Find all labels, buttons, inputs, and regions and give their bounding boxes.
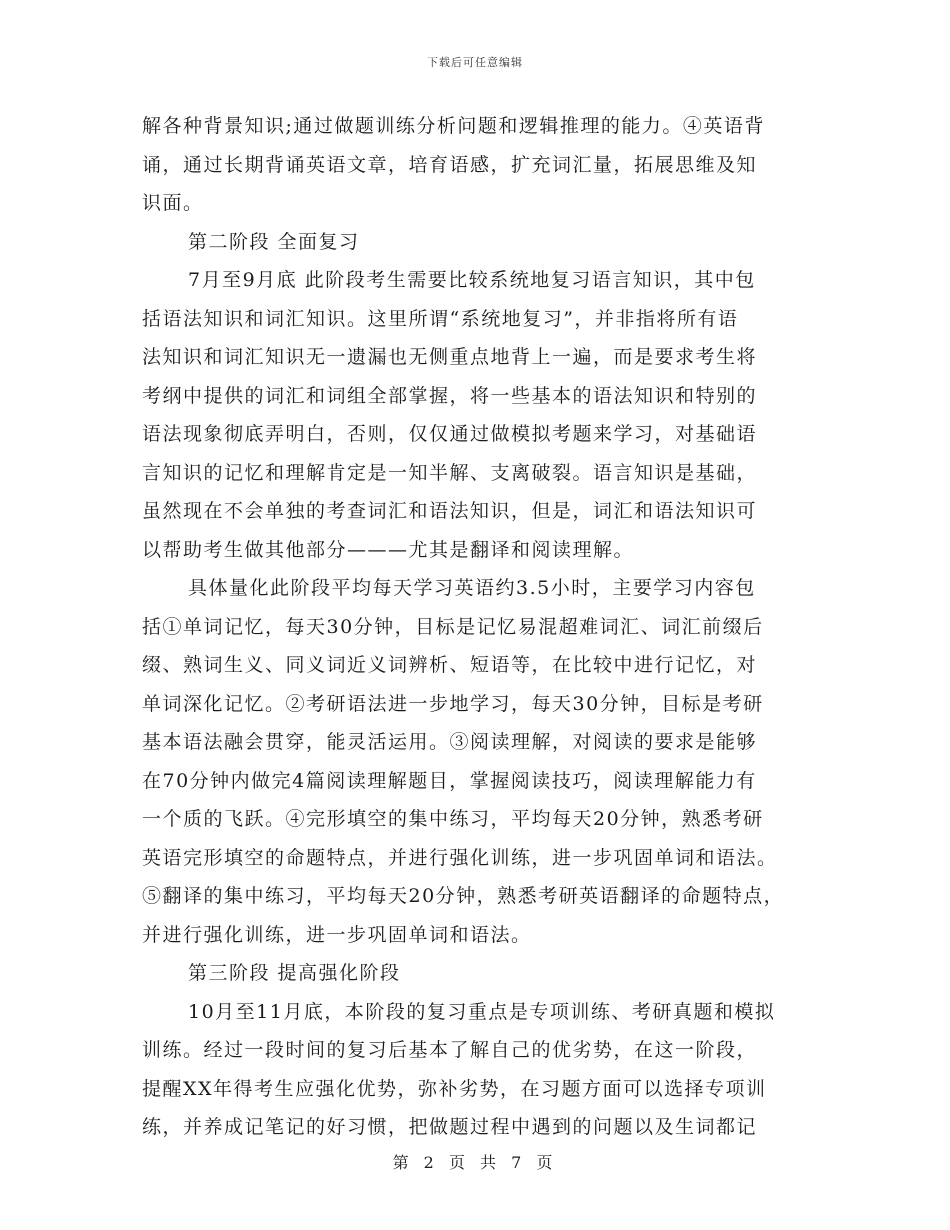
text-line: 括语法知识和词汇知识。这里所谓“系统地复习”，并非指将所有语 xyxy=(142,307,739,330)
text-line: 识面。 xyxy=(142,192,204,214)
text-line: 解各种背景知识;通过做题训练分析问题和逻辑推理的能力。④英语背 xyxy=(142,115,765,137)
text-line: 诵，通过长期背诵英语文章，培育语感，扩充词汇量，拓展思维及知 xyxy=(142,153,758,176)
text-line: 一个质的飞跃。④完形填空的集中练习，平均每天20分钟，熟悉考研 xyxy=(142,808,764,830)
text-line: 以帮助考生做其他部分———尤其是翻译和阅读理解。 xyxy=(142,538,635,561)
text-line: 缀、熟词生义、同义词近义词辨析、短语等，在比较中进行记忆，对 xyxy=(142,654,758,676)
text-line: 虽然现在不会单独的考查词汇和语法知识，但是，词汇和语法知识可 xyxy=(142,500,758,522)
text-line: 言知识的记忆和理解肯定是一知半解、支离破裂。语言知识是基础， xyxy=(142,461,758,484)
text-line: 在70分钟内做完4篇阅读理解题目，掌握阅读技巧，阅读理解能力有 xyxy=(142,769,757,792)
text-line: 法知识和词汇知识无一遗漏也无侧重点地背上一遍，而是要求考生将 xyxy=(142,346,758,368)
text-line: 单词深化记忆。②考研语法进一步地学习，每天30分钟，目标是考研 xyxy=(142,692,764,715)
text-line: 训练。经过一段时间的复习后基本了解自己的优劣势，在这一阶段， xyxy=(142,1039,758,1061)
text-line: 7月至9月底 此阶段考生需要比较系统地复习语言知识，其中包 xyxy=(188,269,756,291)
text-line: 考纲中提供的词汇和词组全部掌握，将一些基本的语法知识和特别的 xyxy=(142,384,758,407)
text-line: 10月至11月底，本阶段的复习重点是专项训练、考研真题和模拟 xyxy=(188,1000,776,1023)
text-line: 并进行强化训练，进一步巩固单词和语法。 xyxy=(142,923,532,946)
section-heading: 第三阶段 提高强化阶段 xyxy=(188,962,401,984)
text-line: 括①单词记忆，每天30分钟，目标是记忆易混超难词汇、词汇前缀后 xyxy=(142,615,764,638)
text-line: 练，并养成记笔记的好习惯，把做题过程中遇到的问题以及生词都记 xyxy=(142,1116,758,1138)
text-line: ⑤翻译的集中练习，平均每天20分钟，熟悉考研英语翻译的命题特点， xyxy=(142,885,785,907)
text-line: 提醒XX年得考生应强化优势，弥补劣势，在习题方面可以选择专项训 xyxy=(142,1077,767,1100)
page-header: 下载后可任意编辑 xyxy=(427,56,523,69)
text-line: 基本语法融会贯穿，能灵活运用。③阅读理解，对阅读的要求是能够 xyxy=(142,731,758,753)
text-line: 英语完形填空的命题特点，并进行强化训练，进一步巩固单词和语法。 xyxy=(142,846,778,869)
section-heading: 第二阶段 全面复习 xyxy=(188,230,360,253)
document-body xyxy=(142,107,812,1147)
page-number-footer: 第 2 页 共 7 页 xyxy=(392,1153,558,1172)
text-line: 语法现象彻底弄明白，否则，仅仅通过做模拟考题来学习，对基础语 xyxy=(142,423,758,445)
text-line: 具体量化此阶段平均每天学习英语约3.5小时，主要学习内容包 xyxy=(188,577,756,599)
